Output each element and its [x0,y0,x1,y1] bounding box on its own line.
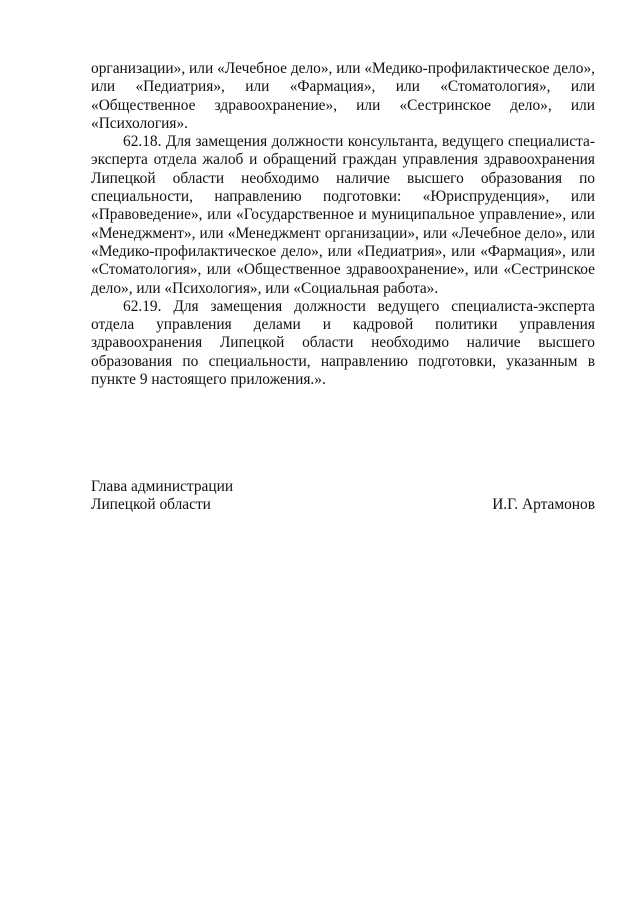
signature-title-line1 [91,478,595,496]
signature-title-text2: Липецкой области [91,496,211,514]
signatory-name: И.Г. Артамонов [492,496,595,514]
paragraph-62-18: 62.18. Для замещения должности консультанта, ведущего специалиста-эксперта отдела жалоб и обращений граждан управления здравоохранения Липецкой области необходимо наличие высшего образования по специальности, направлению подготовки: «Юриспруденция», или «Правоведение», или «Государственное и муниципальное управление», или «Менеджмент», или «Менеджмент организации», или «Лечебное дело», или «Медико-профилактическое дело», или «Педиатрия», или «Фармация», или «Стоматология», или «Общественное здравоохранение», или «Сестринское дело», или «Психология», или «Социальная работа». [91,133,595,297]
signature-block [91,478,595,515]
body-text [91,60,595,389]
paragraph-62-19: 62.19. Для замещения должности ведущего специалиста-эксперта отдела управления делами и кадровой политики управления здравоохранения Липецкой области необходимо наличие высшего образования по специальности, направлению подготовки, указанным в пункте 9 настоящего приложения.». [91,297,595,389]
signature-title-line2 [91,496,595,514]
paragraph-continuation: организации», или «Лечебное дело», или «Медико-профилактическое дело», или «Педиатрия», или «Фармация», или «Стоматология», или «Общественное здравоохранение», или «Сестринское дело», или «Психология». [91,60,595,132]
signature-title-text1: Глава администрации [91,478,234,495]
